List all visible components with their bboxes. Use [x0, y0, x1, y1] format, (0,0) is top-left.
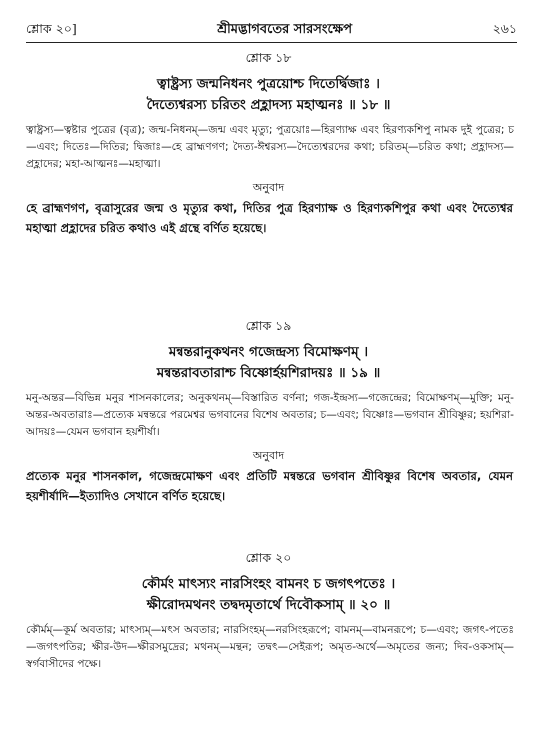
- header-verse-ref: শ্লোক ২০]: [26, 21, 77, 36]
- page-number: ২৬১: [492, 21, 517, 36]
- verse-19-section: [0, 318, 537, 506]
- verse-18-line-1: ত্বাষ্ট্রস্য জন্মনিধনং পুত্রয়োশ্চ দিতের্দ্বিজাঃ ।: [157, 76, 380, 92]
- page-header: [26, 20, 517, 43]
- verse-18-section: [0, 50, 537, 238]
- verse-19-line-2: মন্বন্তরাবতারাশ্চ বিষ্ণোর্হয়শিরাদয়ঃ ॥ ১৯ ॥: [156, 365, 381, 381]
- verse-19-title: শ্লোক ১৯: [245, 318, 292, 333]
- verse-20-line-2: ক্ষীরোদমথনং তদ্বদমৃতার্থে দিবৌকসাম্ ॥ ২০ ॥: [146, 597, 391, 613]
- verse-20-section: [0, 550, 537, 673]
- verse-19-translation: প্রত্যেক মনুর শাসনকাল, গজেন্দ্রমোক্ষণ এবং প্রতিটি মন্বন্তরে ভগবান শ্রীবিষ্ণুর বিশেষ অবতার, যেমন হয়শীর্ষাদি—ইত্যাদিও সেখানে বর্ণিত হয়েছে।: [26, 469, 513, 503]
- header-title: শ্রীমদ্ভাগবতের সারসংক্ষেপ: [217, 22, 353, 37]
- verse-20-title: শ্লোক ২০: [245, 550, 292, 565]
- verse-18-translation-label: অনুবাদ: [252, 181, 285, 194]
- verse-18-word-meanings: ত্বাষ্ট্রস্য—ত্বষ্টার পুত্রের (বৃত্র); জন্ম-নিধনম্—জন্ম এবং মৃত্যু; পুত্রয়োঃ—হিরণ্যাক্ষ এবং হিরণ্যকশিপু নামক দুই পুত্রের; চ—এবং; দিতেঃ—দিতির; দ্বিজাঃ—হে ব্রাহ্মণগণ; দৈত্য-ঈশ্বরস্য—দৈত্যেশ্বরদের কথা; চরিতম্—চরিত কথা; প্রহ্লাদস্য—প্রহ্লাদের; মহা-আত্মনঃ—মহাত্মা।: [26, 124, 514, 170]
- verse-19-translation-label: অনুবাদ: [252, 449, 285, 462]
- verse-19-line-1: মন্বন্তরানুকথনং গজেন্দ্রস্য বিমোক্ষণম্ ।: [168, 344, 369, 360]
- verse-18-line-2: দৈত্যেশ্বরস্য চরিতং প্রহ্লাদস্য মহাত্মনঃ ॥ ১৮ ॥: [146, 97, 391, 113]
- verse-18-translation: হে ব্রাহ্মণগণ, বৃত্রাসুরের জন্ম ও মৃত্যুর কথা, দিতির পুত্র হিরণ্যাক্ষ ও হিরণ্যকশিপুর কথা এবং দৈত্যেশ্বর মহাত্মা প্রহ্লাদের চরিত কথাও এই গ্রন্থে বর্ণিত হয়েছে।: [26, 201, 513, 235]
- verse-18-title: শ্লোক ১৮: [245, 50, 292, 65]
- verse-19-word-meanings: মনু-অন্তর—বিভিন্ন মনুর শাসনকালের; অনুকথনম্—বিস্তারিত বর্ণনা; গজ-ইন্দ্রস্য—গজেন্দ্রের; বিমোক্ষণম্—মুক্তি; মনু-অন্তর-অবতারাঃ—প্রত্যেক মন্বন্তরে পরমেশ্বর ভগবানের বিশেষ অবতার; চ—এবং; বিষ্ণোঃ—ভগবান শ্রীবিষ্ণুর; হয়শিরা-আদয়ঃ—যেমন ভগবান হয়শীর্ষা।: [26, 392, 514, 438]
- verse-20-word-meanings: কৌর্মম্—কূর্ম অবতার; মাৎস্যম্—মৎস অবতার; নারসিংহম্—নরসিংহরূপে; বামনম্—বামনরূপে; চ—এবং; জগৎ-পতেঃ—জগৎপতির; ক্ষীর-উদ—ক্ষীরসমুদ্রের; মথনম্—মন্থন; তদ্বৎ—সেইরূপ; অমৃত-অর্থে—অমৃতের জন্য; দিব-ওকসাম্—স্বর্গবাসীদের পক্ষে।: [26, 624, 514, 670]
- verse-20-line-1: কৌর্মং মাৎস্যং নারসিংহং বামনং চ জগৎপতেঃ ।: [141, 576, 396, 592]
